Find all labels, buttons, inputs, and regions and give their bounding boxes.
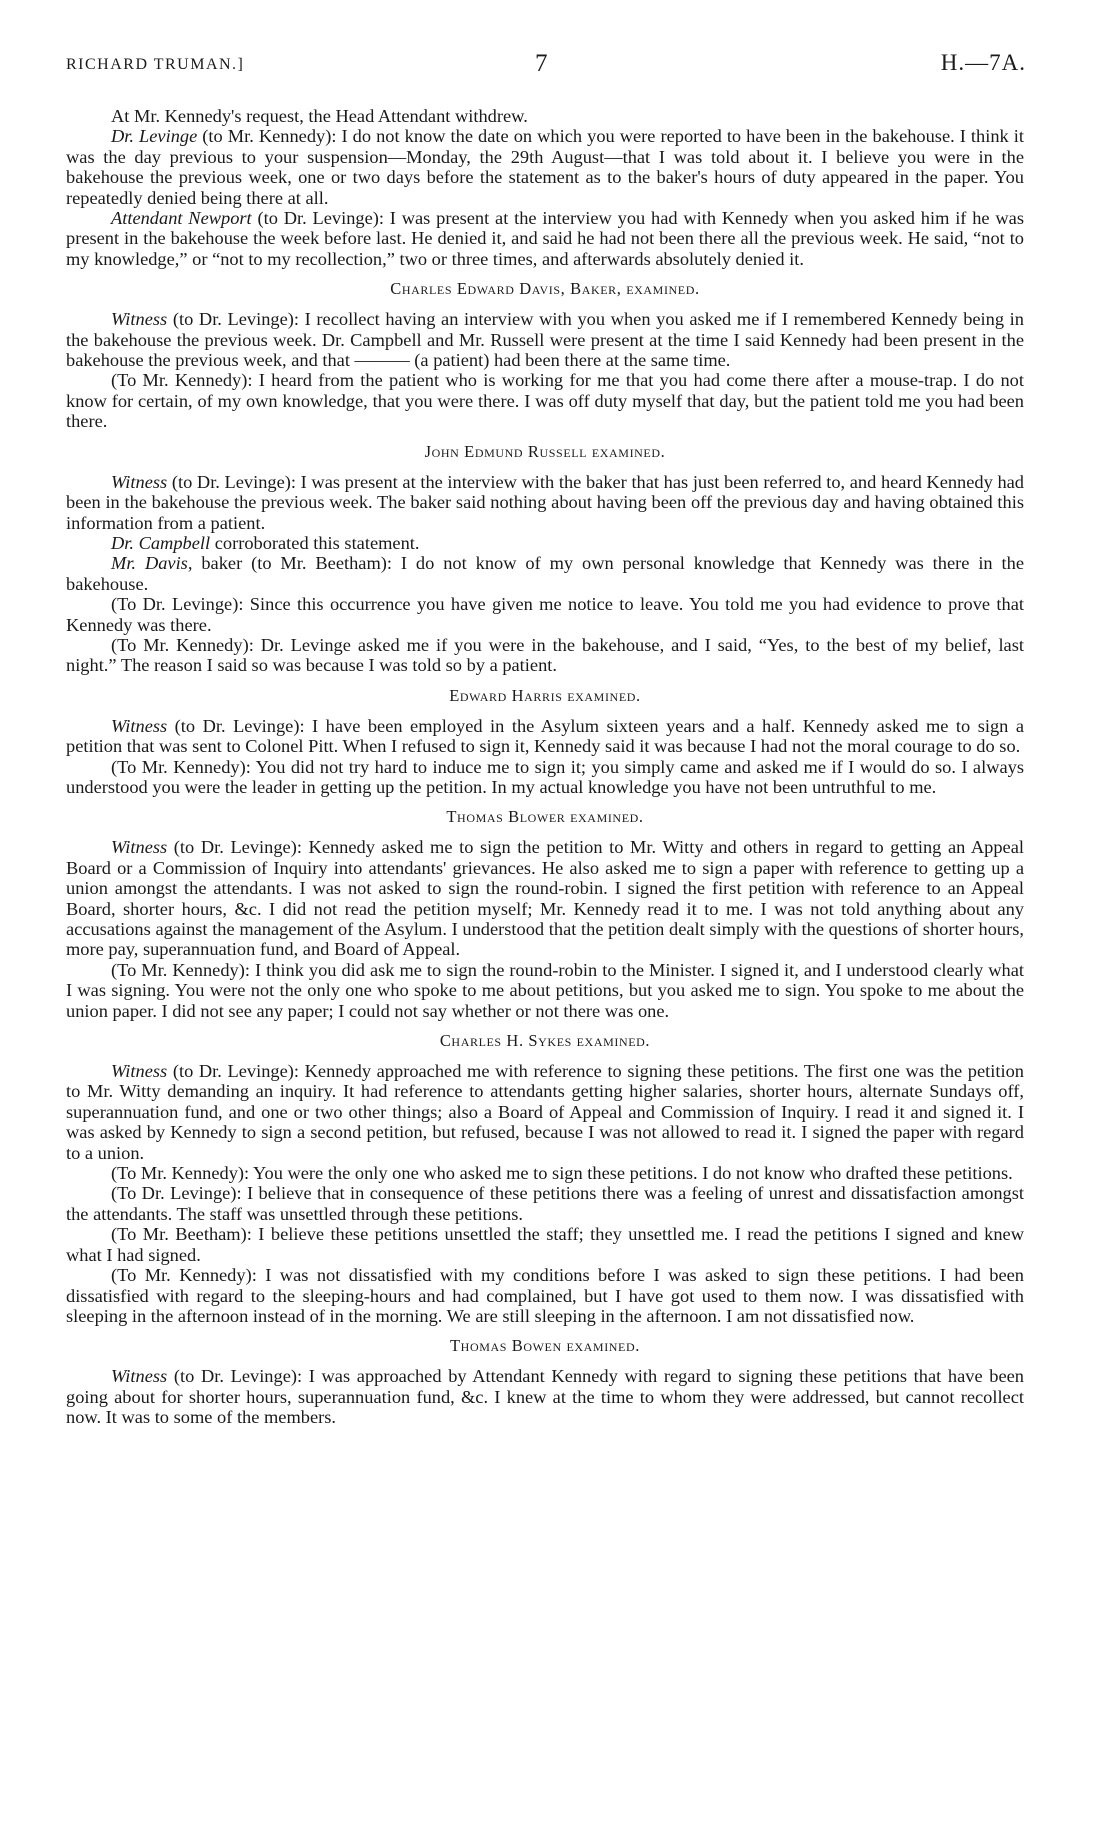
paragraph (66, 309, 1024, 370)
paragraph (66, 553, 1024, 594)
paragraph: At Mr. Kennedy's request, the Head Attendant withdrew. (111, 106, 528, 126)
paragraph (66, 126, 1024, 208)
paragraph-text: (to Dr. Levinge): I was approached by Attendant Kennedy with regard to signing these petitions that have been going about for shorter hours, superannuation fund, &c. I knew at the time to whom they were addressed, but cannot recollect now. It was to some of the members. (66, 1366, 1024, 1428)
paragraph (66, 1061, 1024, 1163)
witness-heading: Thomas Blower examined. (446, 807, 644, 827)
paragraph-text: (to Dr. Levinge): I was present at the interview you had with Kennedy when you asked him if he was present in the bakehouse the week before last. He denied it, and said he had not been there all the previous week. He said, “not to my knowledge,” or “not to my recollection,” two or three times, and afterwards absolutely denied it. (66, 208, 1024, 269)
paragraph: (To Mr. Beetham): I believe these petitions unsettled the staff; they unsettled me. I read the petitions I signed and knew what I had signed. (66, 1224, 1024, 1265)
witness-heading: Edward Harris examined. (449, 685, 641, 705)
paragraph-text: (to Mr. Kennedy): I do not know the date on which you were reported to have been in the bakehouse. I think it was the day previous to your suspension—Monday, the 29th August—that I was told about it. I believe you were in the bakehouse the previous week, one or two days before the statement as to the baker's hours of duty appeared in the paper. You repeatedly denied being there at all. (66, 126, 1024, 208)
paragraph (66, 472, 1024, 533)
speaker-name: Witness (111, 715, 168, 736)
paragraph-text: baker (to Mr. Beetham): I do not know of my own personal knowledge that Kennedy was there in the bakehouse. (66, 553, 1024, 594)
paragraph (66, 716, 1024, 757)
paragraph (66, 837, 1024, 959)
paragraph: (To Mr. Kennedy): I think you did ask me to sign the round-robin to the Minister. I signed it, and I understood clearly what I was signing. You were not the only one who spoke to me about petitions, but you asked me to sign. You spoke to me about the union paper. I did not see any paper; I could not say whether or not there was one. (66, 959, 1024, 1021)
paragraph: (To Dr. Levinge): Since this occurrence you have given me notice to leave. You told me you had evidence to prove that Kennedy was there. (66, 594, 1024, 635)
speaker-name: Attendant Newport (111, 208, 252, 229)
witness-heading: John Edmund Russell examined. (424, 441, 666, 461)
witness-heading: Charles H. Sykes examined. (439, 1031, 651, 1051)
paragraph: (To Mr. Kennedy): I was not dissatisfied with my conditions before I was asked to sign these petitions. I had been dissatisfied with regard to the sleeping-hours and had complained, but I have got used to them now. I was dissatisfied with sleeping in the afternoon instead of in the morning. We are still sleeping in the afternoon. I am not dissatisfied now. (66, 1265, 1024, 1326)
paragraph (66, 1366, 1024, 1427)
paragraph (66, 533, 1024, 553)
paragraph (66, 208, 1024, 269)
speaker-name: Mr. Davis, (111, 553, 193, 574)
paragraph-text: (to Dr. Levinge): I have been employed in the Asylum sixteen years and a half. Kennedy asked me to sign a petition that was sent to Colonel Pitt. When I refused to sign it, Kennedy said it was because I had not the moral courage to do so. (66, 715, 1024, 757)
speaker-name: Witness (111, 1061, 168, 1082)
witness-heading: Charles Edward Davis, Baker, examined. (390, 279, 700, 299)
witness-heading: Thomas Bowen examined. (450, 1336, 640, 1356)
paragraph-text: (to Dr. Levinge): Kennedy approached me with reference to signing these petitions. The first one was the petition to Mr. Witty demanding an inquiry. It had reference to attendants getting higher salaries, shorter hours, alternate Sundays off, superannuation fund, and one or two other things; also a Board of Appeal and Commission of Inquiry. I read it and signed it. I was asked by Kennedy to sign a second petition, but refused, because I was not allowed to read it. I signed the paper with regard to a union. (66, 1061, 1024, 1163)
running-header-left: RICHARD TRUMAN.] (66, 56, 245, 73)
paragraph-text: (to Dr. Levinge): I recollect having an interview with you when you asked me if I remembered Kennedy being in the bakehouse the previous week. Dr. Campbell and Mr. Russell were present at the time I said Kennedy had been present in the bakehouse the previous week, and that ——— (a patient) had been there at the same time. (66, 309, 1024, 371)
document-body (66, 106, 1024, 1428)
page-number: 7 (535, 50, 548, 77)
paragraph-text: corroborated this statement. (210, 532, 420, 553)
speaker-name: Witness (111, 309, 168, 330)
paragraph: (To Mr. Kennedy): I heard from the patient who is working for me that you had come there after a mouse-trap. I do not know for certain, of my own knowledge, that you were there. I was off duty myself that day, but the patient told me you had been there. (66, 370, 1024, 432)
speaker-name: Witness (111, 471, 168, 492)
speaker-name: Witness (111, 837, 168, 858)
speaker-name: Dr. Levinge (111, 126, 198, 147)
speaker-name: Dr. Campbell (111, 532, 211, 553)
paragraph: (To Mr. Kennedy): Dr. Levinge asked me if you were in the bakehouse, and I said, “Yes, to the best of my belief, last night.” The reason I said so was because I was told so by a patient. (66, 634, 1024, 676)
paragraph-text: (to Dr. Levinge): Kennedy asked me to sign the petition to Mr. Witty and others in regard to getting an Appeal Board or a Commission of Inquiry into attendants' grievances. He also asked me to sign a paper with reference to getting up a union amongst the attendants. I was not asked to sign the round-robin. I signed the first petition with reference to an Appeal Board, shorter hours, &c. I did not read the petition myself; Mr. Kennedy read it to me. I was not told anything about any accusations against the management of the Asylum. I understood that the petition dealt simply with the questions of shorter hours, more pay, superannuation fund, and Board of Appeal. (66, 837, 1024, 960)
paragraph: (To Mr. Kennedy): You were the only one who asked me to sign these petitions. I do not know who drafted these petitions. (111, 1163, 1013, 1184)
paragraph: (To Dr. Levinge): I believe that in consequence of these petitions there was a feeling of unrest and dissatisfaction amongst the attendants. The staff was unsettled through these petitions. (66, 1183, 1024, 1224)
paragraph-text: (to Dr. Levinge): I was present at the interview with the baker that has just been referred to, and heard Kennedy had been in the bakehouse the previous week. The baker said nothing about having been off the previous day and having obtained this information from a patient. (66, 471, 1024, 533)
speaker-name: Witness (111, 1366, 168, 1387)
document-reference: H.—7A. (940, 50, 1026, 75)
paragraph: (To Mr. Kennedy): You did not try hard to induce me to sign it; you simply came and asked me if I would do so. I always understood you were the leader in getting up the petition. In my actual knowledge you have not been untruthful to me. (66, 756, 1024, 797)
